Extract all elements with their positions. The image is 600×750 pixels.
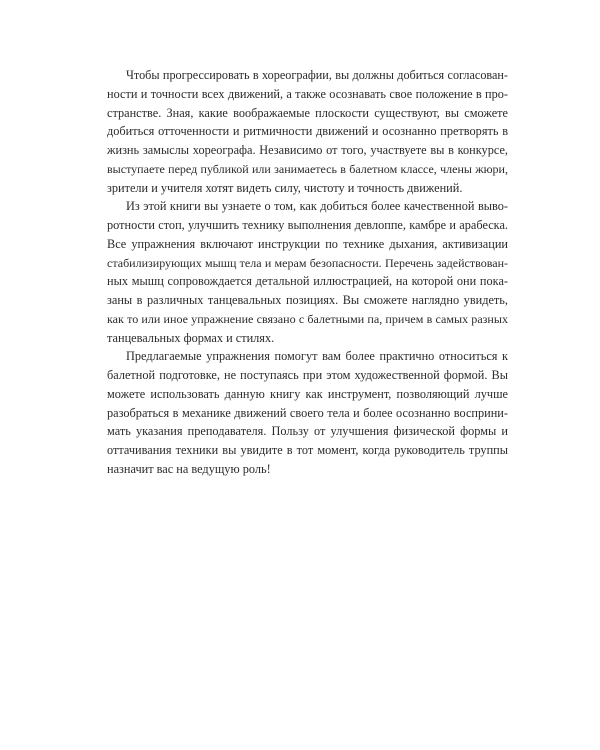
text-line: мать указания преподавателя. Пользу от улучшения физической формы и xyxy=(107,424,508,439)
text-line: выступаете перед публикой или занимаетесь в балетном классе, члены жюри, xyxy=(107,161,508,176)
text-line: Все упражнения включают инструкции по технике дыхания, активизации xyxy=(107,236,508,251)
text-line: ности и точности всех движений, а также осознавать свое положение в про- xyxy=(107,86,508,101)
paragraph-2 xyxy=(88,197,508,347)
text-line: ротности стоп, улучшить технику выполнения девлоппе, камбре и арабеска. xyxy=(107,218,508,232)
paragraph-1 xyxy=(88,66,508,197)
text-line: Предлагаемые упражнения помогут вам более практично относиться к xyxy=(126,349,508,364)
text-line: заны в различных танцевальных позициях. Вы сможете наглядно увидеть, xyxy=(107,293,508,307)
text-line: танцевальных формах и стилях. xyxy=(107,330,275,345)
text-line: можете использовать данную книгу как инструмент, позволяющий лучше xyxy=(107,386,508,401)
text-line: жизнь замыслы хореографа. Независимо от того, участвуете вы в конкурсе, xyxy=(107,143,508,157)
text-line: разобраться в механике движений своего тела и более осознанно восприни- xyxy=(107,405,508,420)
text-line: назначит вас на ведущую роль! xyxy=(107,461,271,476)
text-line: оттачивания техники вы увидите в тот момент, когда руководитель труппы xyxy=(107,443,508,457)
text-line: стабилизирующих мышц тела и мерам безопасности. Перечень задействован- xyxy=(107,255,508,270)
body-text xyxy=(88,66,508,479)
text-line: зрители и учителя хотят видеть силу, чистоту и точность движений. xyxy=(107,180,463,195)
text-line: добиться отточенности и ритмичности движений и осознанно претворять в xyxy=(107,124,508,139)
text-line: ных мышц сопровождается детальной иллюстрацией, на которой они пока- xyxy=(107,274,508,289)
text-line: Чтобы прогрессировать в хореографии, вы должны добиться согласован- xyxy=(126,68,508,82)
text-line: Из этой книги вы узнаете о том, как добиться более качественной выво- xyxy=(126,199,508,214)
text-line: странстве. Зная, какие воображаемые плоскости существуют, вы сможете xyxy=(107,105,508,120)
text-line: балетной подготовке, не поступаясь при этом художественной формой. Вы xyxy=(107,368,508,382)
paragraph-3 xyxy=(88,347,508,478)
text-line: как то или иное упражнение связано с балетными па, причем в самых разных xyxy=(107,311,508,326)
